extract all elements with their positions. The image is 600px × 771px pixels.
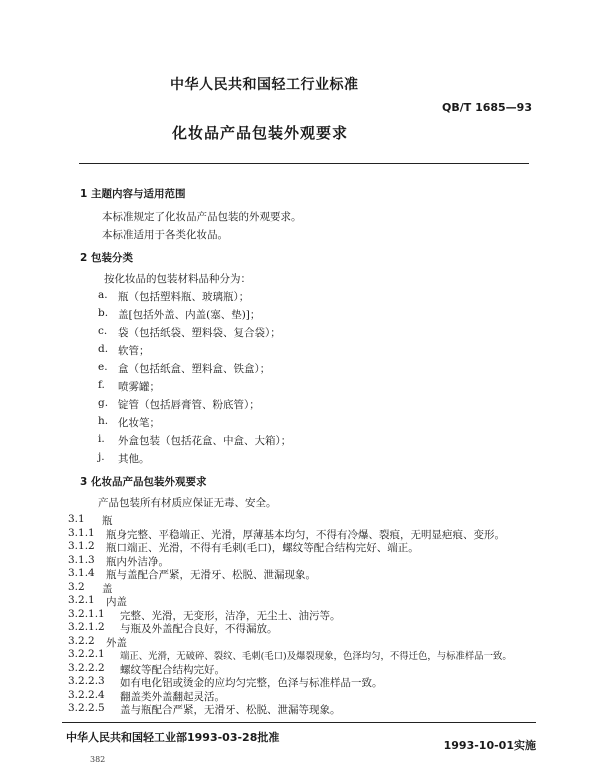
clause-text: 瓶身完整、平稳端正、光滑，厚薄基本均匀，不得有冷爆、裂痕，无明显疤痕、变形。 — [106, 528, 505, 541]
section-1-paragraph: 本标准适用于各类化妆品。 — [102, 229, 228, 241]
section-1-heading: 1 主题内容与适用范围 — [80, 188, 186, 200]
issuing-organization: 中华人民共和国轻工行业标准 — [170, 77, 359, 93]
clause-text: 螺纹等配合结构完好。 — [120, 663, 225, 676]
clause-number: 3.1.1 — [68, 526, 95, 539]
implementation-date: 1993-10-01实施 — [443, 739, 536, 752]
clause-number: 3.2.2.1 — [68, 648, 105, 661]
clause-text: 瓶 — [102, 515, 113, 527]
clause-number: 3.2.1.2 — [68, 621, 105, 634]
list-item: 其他。 — [118, 453, 150, 465]
list-item-label: f. — [98, 379, 105, 391]
page-number: 382 — [90, 755, 106, 764]
list-item-label: h. — [98, 415, 109, 427]
section-2-intro: 按化妆品的包装材料品种分为： — [104, 273, 251, 285]
section-3-intro: 产品包装所有材质应保证无毒、安全。 — [98, 497, 277, 509]
list-item-label: a. — [98, 289, 108, 301]
clause-text: 瓶与盖配合严紧，无滑牙、松脱、泄漏现象。 — [106, 569, 316, 582]
list-item-label: e. — [98, 361, 108, 373]
clause-number: 3.1.4 — [68, 567, 95, 580]
list-item: 化妆笔； — [118, 417, 160, 429]
list-item-label: d. — [98, 343, 109, 355]
list-item: 瓶（包括塑料瓶、玻璃瓶）； — [118, 291, 250, 303]
clause-number: 3.2 — [68, 580, 85, 593]
clause-text: 外盖 — [106, 636, 127, 649]
list-item: 袋（包括纸袋、塑料袋、复合袋）； — [118, 327, 281, 339]
list-item-label: b. — [98, 307, 109, 319]
clause-number: 3.2.1 — [68, 594, 95, 607]
clause-number: 3.1 — [68, 513, 85, 525]
list-item-label: i. — [98, 433, 105, 445]
clause-number: 3.1.3 — [68, 553, 95, 566]
clause-text: 盖与瓶配合严紧，无滑牙、松脱、泄漏等现象。 — [120, 704, 341, 717]
section-2-heading: 2 包装分类 — [80, 252, 133, 264]
list-item-label: j. — [98, 451, 105, 463]
header-divider — [79, 163, 529, 164]
list-item-label: g. — [98, 397, 109, 409]
clause-text: 端正、光滑，无破碎、裂纹、毛刺(毛口)及爆裂现象，色泽均匀，不得迁色，与标准样品一致。 — [120, 651, 512, 663]
list-item: 盒（包括纸盒、塑料盒、铁盒）； — [118, 363, 271, 375]
clause-text: 翻盖类外盖翻起灵活。 — [120, 690, 225, 703]
clause-number: 3.2.2.5 — [68, 702, 105, 715]
clause-text: 瓶内外洁净。 — [106, 555, 169, 568]
clause-number: 3.2.2 — [68, 634, 95, 647]
clause-number: 3.2.2.2 — [68, 661, 105, 674]
section-3-heading: 3 化妆品产品包装外观要求 — [80, 476, 207, 488]
list-item-label: c. — [98, 325, 108, 337]
clause-text: 如有电化铝或烫金的应均匀完整，色泽与标准样品一致。 — [120, 677, 383, 690]
standard-code: QB/T 1685—93 — [441, 101, 532, 114]
clause-number: 3.1.2 — [68, 540, 95, 553]
clause-text: 与瓶及外盖配合良好，不得漏放。 — [120, 623, 278, 636]
list-item: 锭管（包括唇膏管、粉底管）； — [118, 399, 260, 411]
clause-text: 瓶口端正、光滑，不得有毛刺(毛口)，螺纹等配合结构完好、端正。 — [106, 542, 419, 555]
document-title: 化妆品产品包装外观要求 — [172, 124, 349, 142]
list-item: 喷雾罐； — [118, 381, 160, 393]
clause-number: 3.2.2.3 — [68, 675, 105, 688]
clause-number: 3.2.1.1 — [68, 607, 105, 620]
clause-text: 内盖 — [106, 596, 127, 609]
approval-line: 中华人民共和国轻工业部1993-03-28批准 — [66, 731, 280, 744]
clause-text: 盖 — [102, 582, 113, 595]
clause-number: 3.2.2.4 — [68, 688, 105, 701]
footer-divider — [62, 722, 536, 723]
list-item: 软管； — [118, 345, 150, 357]
section-1-paragraph: 本标准规定了化妆品产品包装的外观要求。 — [102, 211, 302, 223]
list-item: 盖[包括外盖、内盖(塞、垫)]； — [118, 309, 261, 321]
list-item: 外盒包装（包括花盒、中盒、大箱）； — [118, 435, 292, 447]
clause-text: 完整、光滑，无变形，洁净，无尘土、油污等。 — [120, 609, 341, 622]
